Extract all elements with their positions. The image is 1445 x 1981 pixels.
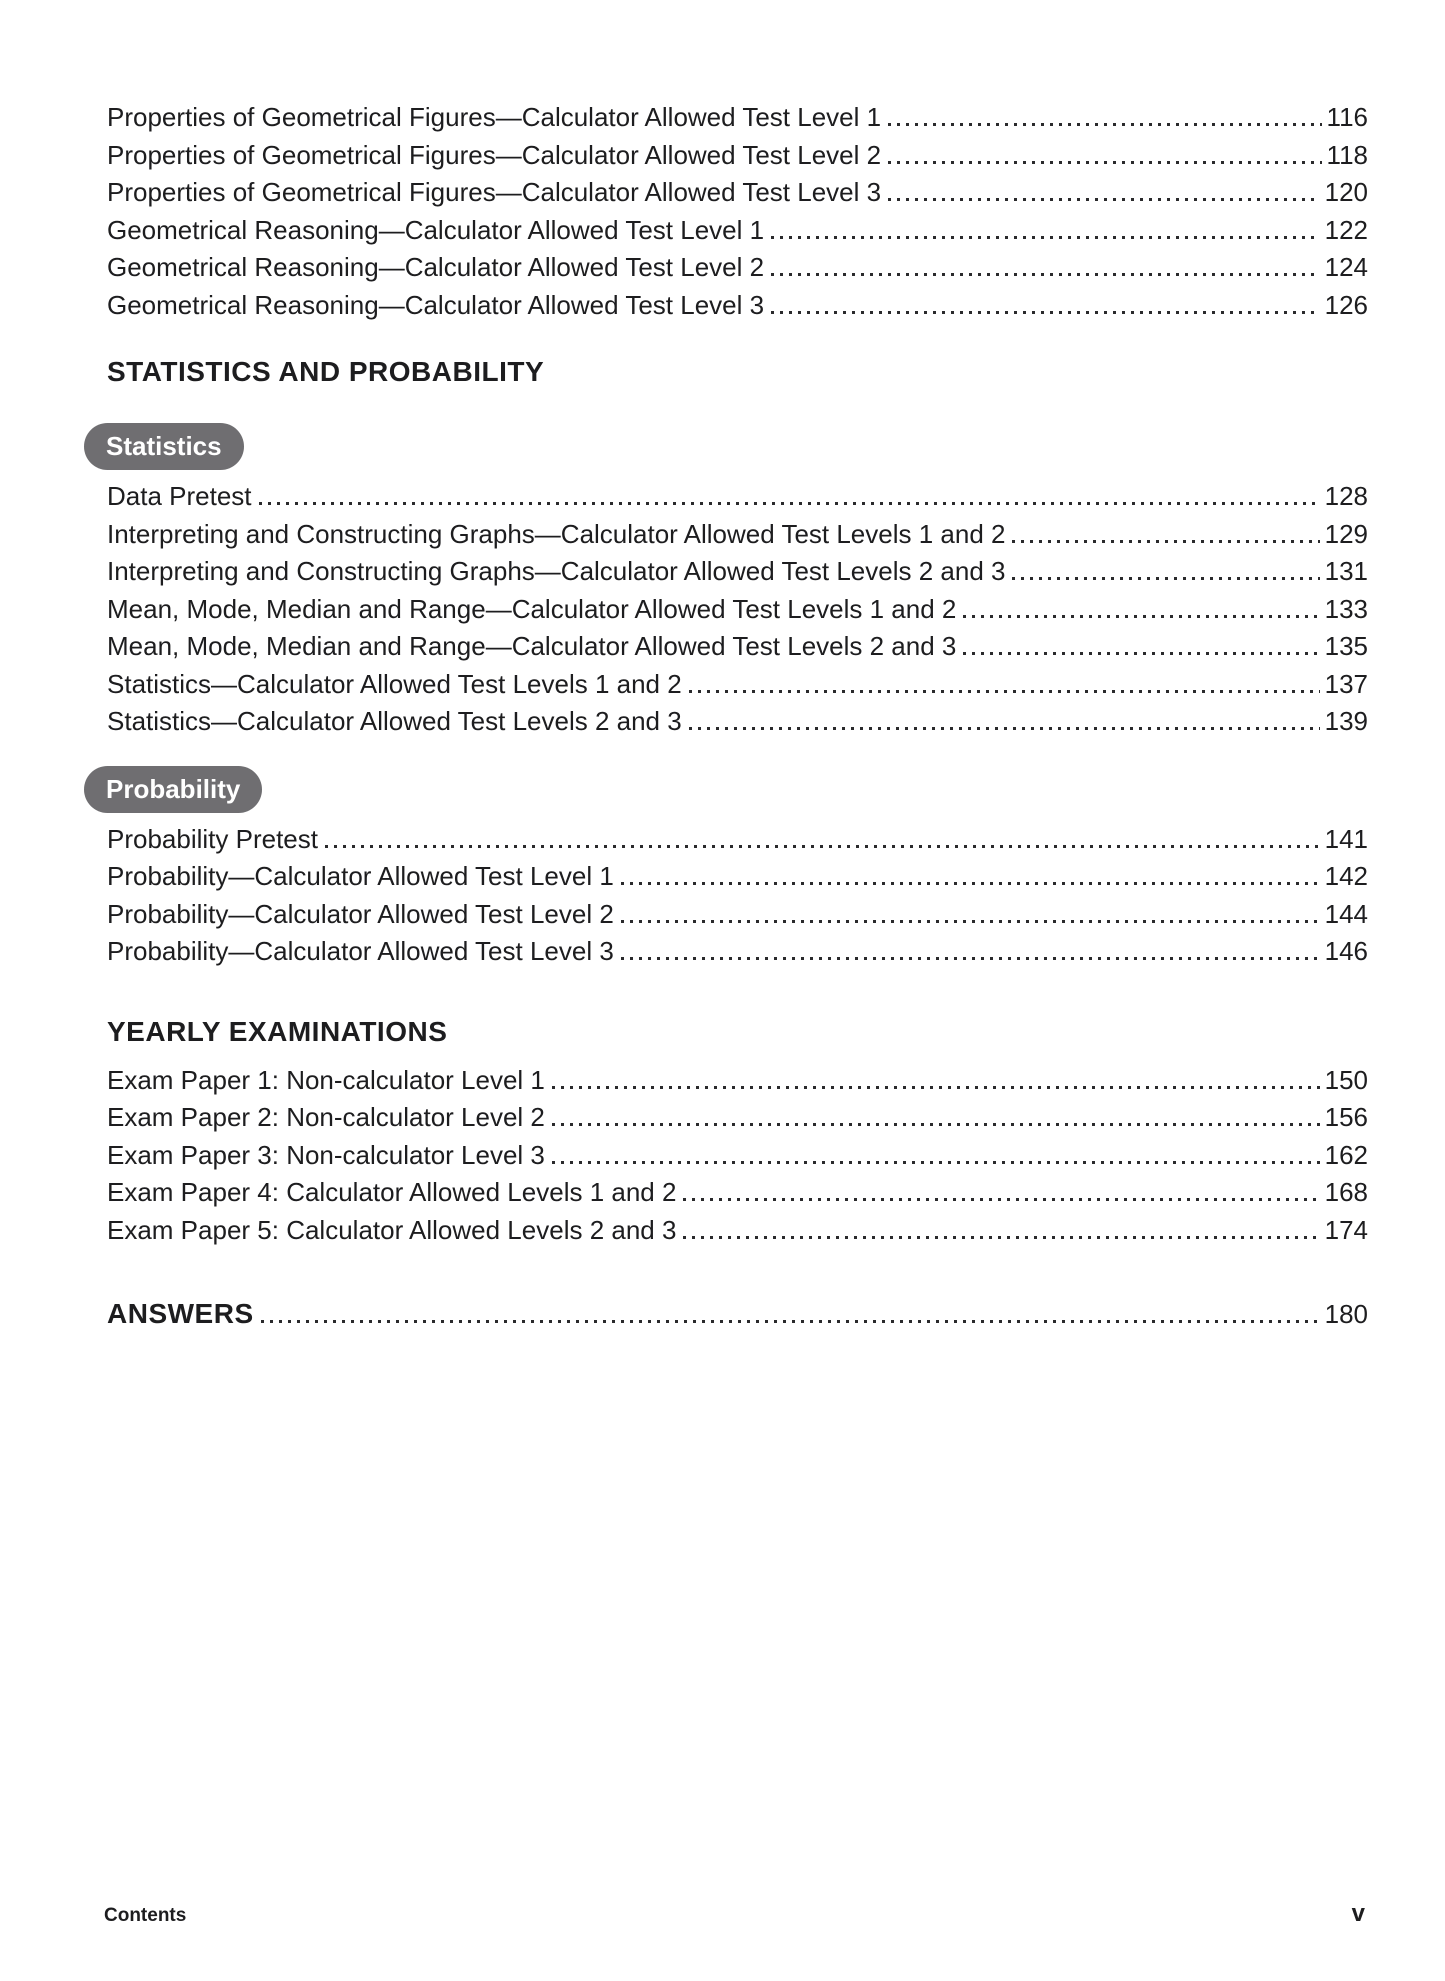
toc-entry	[107, 212, 1368, 250]
badge-probability-wrap	[107, 766, 1368, 813]
section-heading-yearly-examinations: YEARLY EXAMINATIONS	[107, 1015, 448, 1047]
dot-leader	[689, 727, 1320, 730]
toc-entry-title: Exam Paper 5: Calculator Allowed Levels 2 and 3	[107, 1214, 677, 1245]
toc-entry	[107, 1137, 1368, 1175]
toc-entry-title: Data Pretest	[107, 481, 252, 511]
dot-leader	[683, 1198, 1319, 1201]
toc-entry-title: Exam Paper 3: Non-calculator Level 3	[107, 1139, 545, 1170]
toc-entry-page: 135	[1324, 631, 1368, 661]
toc-entry	[107, 1099, 1368, 1137]
toc-entry-title: Exam Paper 1: Non-calculator Level 1	[107, 1064, 545, 1095]
toc-list-yearly-examinations	[107, 1062, 1368, 1250]
toc-entry-title: Probability Pretest	[107, 823, 318, 854]
dot-leader	[689, 690, 1320, 693]
toc-entry-title: Probability—Calculator Allowed Test Level 2	[107, 898, 614, 929]
dot-leader	[1012, 577, 1319, 580]
toc-entry-title: Properties of Geometrical Figures—Calculator Allowed Test Level 1	[107, 102, 882, 132]
toc-entry	[107, 174, 1368, 212]
toc-entry	[107, 628, 1368, 666]
toc-entry-page: 131	[1324, 556, 1368, 586]
dot-leader	[621, 882, 1320, 885]
dot-leader	[552, 1123, 1320, 1126]
dot-leader	[963, 615, 1319, 618]
dot-leader	[621, 920, 1320, 923]
toc-entry-page: 124	[1324, 252, 1368, 282]
toc-entry	[107, 287, 1368, 325]
dot-leader	[683, 1236, 1319, 1239]
toc-entry-title: Interpreting and Constructing Graphs—Calculator Allowed Test Levels 2 and 3	[107, 556, 1006, 586]
toc-entry-title: Exam Paper 2: Non-calculator Level 2	[107, 1102, 545, 1132]
dot-leader	[259, 502, 1320, 505]
toc-list-probability	[107, 821, 1368, 971]
toc-entry-page: 142	[1324, 861, 1368, 891]
toc-entry-title: Exam Paper 4: Calculator Allowed Levels 1 and 2	[107, 1177, 677, 1207]
dot-leader	[888, 161, 1321, 164]
toc-entry	[107, 516, 1368, 554]
dot-leader	[771, 273, 1320, 276]
toc-list-geometry	[107, 99, 1368, 324]
toc-entry	[107, 478, 1368, 516]
toc-entry	[107, 896, 1368, 934]
answers-title: ANSWERS	[107, 1298, 254, 1329]
toc-entry-title: Properties of Geometrical Figures—Calculator Allowed Test Level 2	[107, 139, 882, 170]
toc-entry-title: Geometrical Reasoning—Calculator Allowed Test Level 3	[107, 289, 765, 320]
toc-entry-title: Statistics—Calculator Allowed Test Levels 1 and 2	[107, 668, 682, 699]
dot-leader	[771, 236, 1320, 239]
toc-entry-title: Statistics—Calculator Allowed Test Levels 2 and 3	[107, 706, 682, 736]
toc-entry-page: 162	[1324, 1139, 1368, 1170]
toc-entry-page: 168	[1324, 1177, 1368, 1207]
toc-entry-title: Mean, Mode, Median and Range—Calculator Allowed Test Levels 2 and 3	[107, 631, 957, 661]
toc-entry-page: 139	[1324, 706, 1368, 736]
toc-entry	[107, 137, 1368, 175]
toc-entry-page: 129	[1324, 518, 1368, 549]
answers-page: 180	[1324, 1299, 1368, 1329]
dot-leader	[621, 957, 1320, 960]
toc-entry	[107, 821, 1368, 859]
toc-entry	[107, 1212, 1368, 1250]
toc-entry-title: Probability—Calculator Allowed Test Level 3	[107, 936, 614, 966]
toc-entry	[107, 249, 1368, 287]
answers-entry	[107, 1295, 1368, 1333]
footer-page-number: v	[1351, 1900, 1365, 1927]
dot-leader	[1012, 540, 1319, 543]
dot-leader	[261, 1320, 1320, 1323]
toc-entry-page: 128	[1324, 481, 1368, 511]
dot-leader	[963, 652, 1319, 655]
toc-entry-page: 126	[1324, 289, 1368, 320]
dot-leader	[552, 1161, 1320, 1164]
page-footer	[104, 1899, 1365, 1931]
toc-entry-title: Properties of Geometrical Figures—Calculator Allowed Test Level 3	[107, 177, 882, 207]
dot-leader	[325, 845, 1320, 848]
toc-entry-page: 118	[1326, 139, 1368, 170]
toc-entry-page: 116	[1326, 102, 1368, 132]
footer-section-label: Contents	[104, 1905, 187, 1926]
toc-entry-page: 146	[1324, 936, 1368, 966]
badge-statistics-wrap	[107, 423, 1368, 470]
toc-entry	[107, 666, 1368, 704]
toc-entry	[107, 1174, 1368, 1212]
toc-entry-page: 174	[1324, 1214, 1368, 1245]
toc-entry	[107, 99, 1368, 137]
toc-entry-page: 137	[1324, 668, 1368, 699]
toc-entry	[107, 1062, 1368, 1100]
toc-entry-title: Mean, Mode, Median and Range—Calculator Allowed Test Levels 1 and 2	[107, 593, 957, 624]
toc-content	[107, 0, 1368, 1333]
probability-badge: Probability	[84, 766, 262, 813]
toc-entry	[107, 703, 1368, 741]
toc-entry-page: 120	[1324, 177, 1368, 207]
statistics-badge: Statistics	[84, 423, 244, 470]
dot-leader	[552, 1086, 1320, 1089]
toc-entry-page: 144	[1324, 898, 1368, 929]
toc-entry-title: Interpreting and Constructing Graphs—Calculator Allowed Test Levels 1 and 2	[107, 518, 1006, 549]
toc-entry-page: 141	[1324, 823, 1368, 854]
toc-entry-title: Geometrical Reasoning—Calculator Allowed Test Level 1	[107, 214, 765, 245]
dot-leader	[771, 311, 1320, 314]
toc-entry-page: 150	[1324, 1064, 1368, 1095]
toc-entry-title: Geometrical Reasoning—Calculator Allowed Test Level 2	[107, 252, 765, 282]
toc-entry-page: 133	[1324, 593, 1368, 624]
dot-leader	[888, 198, 1320, 201]
dot-leader	[888, 123, 1321, 126]
toc-entry-page: 156	[1324, 1102, 1368, 1132]
toc-entry	[107, 933, 1368, 971]
toc-list-statistics	[107, 478, 1368, 741]
toc-entry-title: Probability—Calculator Allowed Test Level 1	[107, 861, 614, 891]
toc-entry	[107, 591, 1368, 629]
toc-entry	[107, 553, 1368, 591]
toc-entry-page: 122	[1324, 214, 1368, 245]
toc-entry	[107, 858, 1368, 896]
section-heading-statistics-and-probability: STATISTICS AND PROBABILITY	[107, 356, 545, 387]
